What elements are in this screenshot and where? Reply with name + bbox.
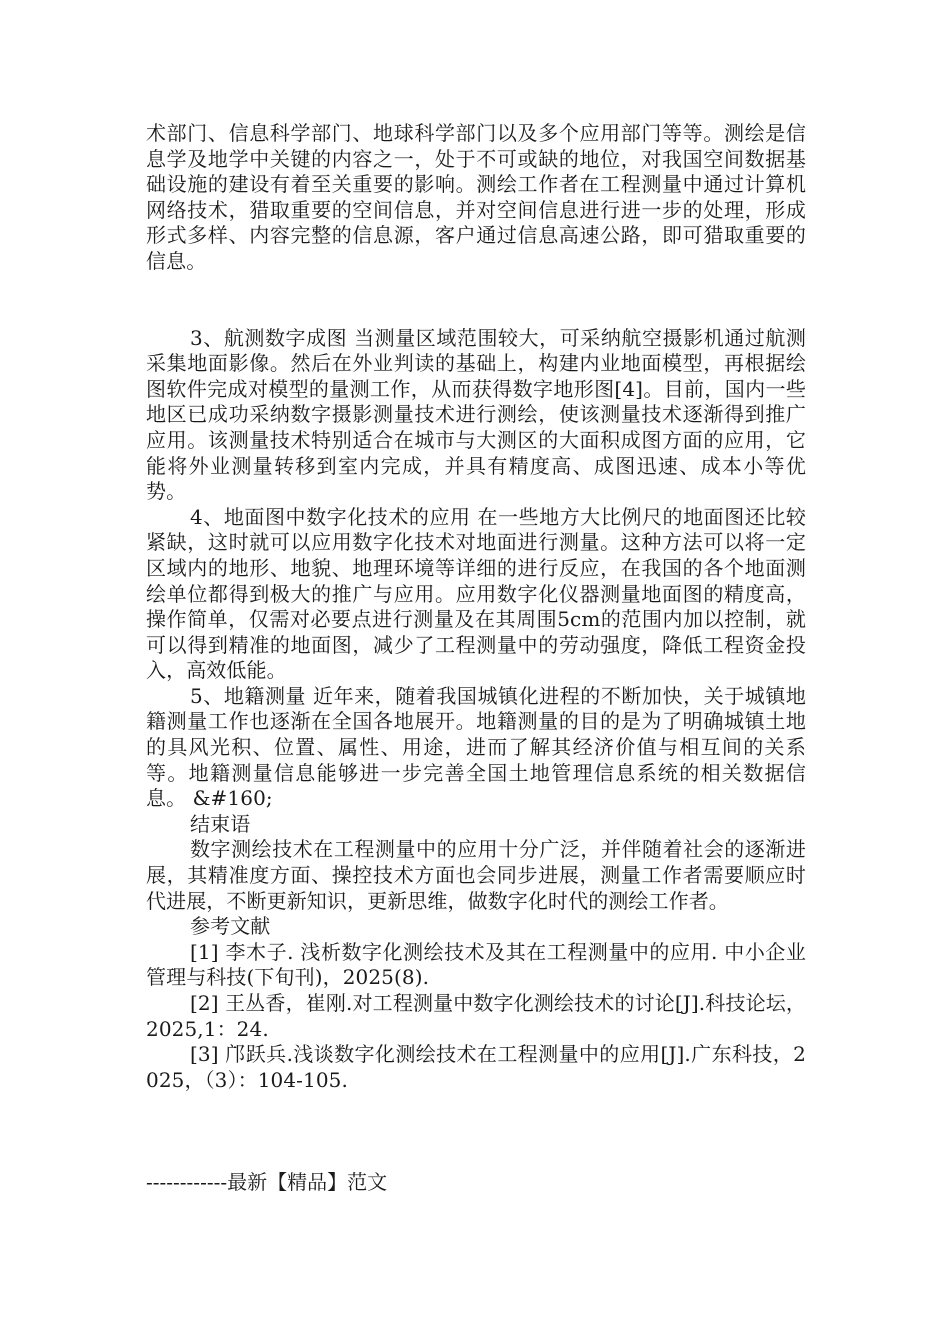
paragraph-ground-map-digitization: 4、地面图中数字化技术的应用 在一些地方大比例尺的地面图还比较紧缺，这时就可以应用数字化技术对地面进行测量。这种方法可以将一定区域内的地形、地貌、地理环境等详细的进行反应，在我国的各个地面测绘单位都得到极大的推广与应用。应用数字化仪器测量地面图的精度高，操作简单，仅需对必要点进行测量及在其周围5cm的范围内加以控制，就可以得到精准的地面图，减少了工程测量中的劳动强度，降低工程资金投入，高效低能。: [146, 504, 806, 683]
footer-text: ------------最新【精品】范文: [146, 1170, 388, 1194]
paragraph-gap: [146, 275, 806, 326]
reference-item-3: [3] 邝跃兵.浅谈数字化测绘技术在工程测量中的应用[J].广东科技，2025，（3）：104-105.: [146, 1042, 806, 1092]
paragraph-aerial-survey: 3、航测数字成图 当测量区域范围较大，可采纳航空摄影机通过航测采集地面影像。然后在外业判读的基础上，构建内业地面模型，再根据绘图软件完成对模型的量测工作，从而获得数字地形图[4]。目前，国内一些地区已成功采纳数字摄影测量技术进行测绘，使该测量技术逐渐得到推广应用。该测量技术特别适合在城市与大测区的大面积成图方面的应用，它能将外业测量转移到室内完成，并具有精度高、成图迅速、成本小等优势。: [146, 325, 806, 504]
paragraph-intro: 术部门、信息科学部门、地球科学部门以及多个应用部门等等。测绘是信息学及地学中关键的内容之一，处于不可或缺的地位，对我国空间数据基础设施的建设有着至关重要的影响。测绘工作者在工程测量中通过计算机网络技术，猎取重要的空间信息，并对空间信息进行进一步的处理，形成形式多样、内容完整的信息源，客户通过信息高速公路，即可猎取重要的信息。: [146, 121, 806, 273]
reference-item-1: [1] 李木子. 浅析数字化测绘技术及其在工程测量中的应用. 中小企业管理与科技(下旬刊)，2025(8).: [146, 939, 806, 990]
reference-item-2: [2] 王丛香，崔刚.对工程测量中数字化测绘技术的讨论[J].科技论坛，2025,1：24.: [146, 991, 806, 1041]
references-heading: 参考文献: [190, 914, 271, 939]
paragraph-cadastral-survey: 5、地籍测量 近年来，随着我国城镇化进程的不断加快，关于城镇地籍测量工作也逐渐在全国各地展开。地籍测量的目的是为了明确城镇土地的具风光积、位置、属性、用途，进而了解其经济价值与相互间的关系等。地籍测量信息能够进一步完善全国土地管理信息系统的相关数据信息。 &#160;: [146, 683, 806, 811]
paragraph-conclusion: 数字测绘技术在工程测量中的应用十分广泛，并伴随着社会的逐渐进展，其精准度方面、操控技术方面也会同步进展，测量工作者需要顺应时代进展，不断更新知识，更新思维，做数字化时代的测绘工作者。: [146, 837, 806, 913]
conclusion-heading: 结束语: [190, 811, 251, 836]
document-body: [146, 121, 806, 1093]
